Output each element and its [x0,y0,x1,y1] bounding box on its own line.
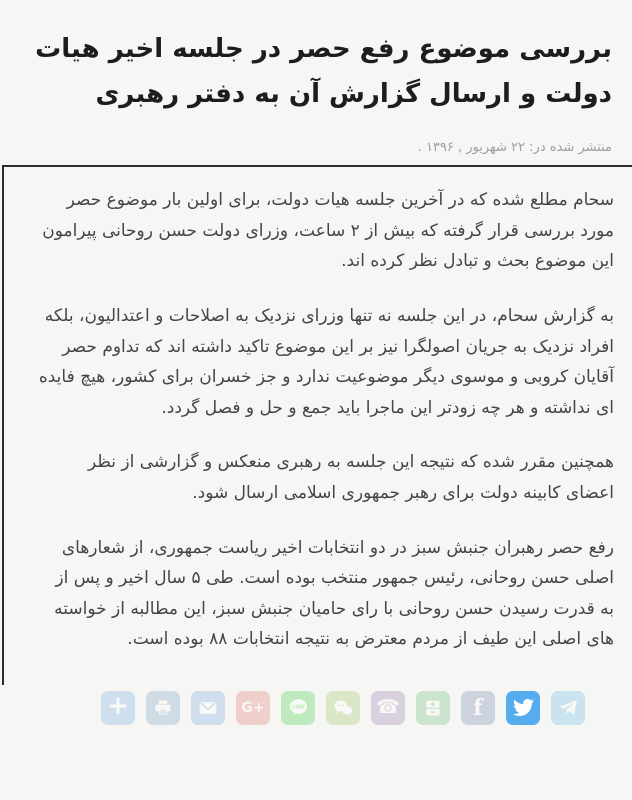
article-page [0,17,632,800]
article-paragraph: همچنین مقرر شده که نتیجه این جلسه به رهبری منعکس و گزارشی از نظر اعضای کابینه دولت برای رهبر جمهوری اسلامی ارسال شود. [87,452,614,503]
svg-text:LINE: LINE [291,704,305,711]
article-body [2,165,632,685]
share-facebook-button[interactable] [461,691,495,725]
paper-plane-icon [559,698,578,717]
plus-icon: + [107,691,129,722]
share-viber-button[interactable] [371,691,405,725]
article-title: بررسی موضوع رفع حصر در جلسه اخیر هیات دولت و ارسال گزارش آن به دفتر رهبری [35,34,612,110]
article-paragraph: به گزارش سحام، در این جلسه نه تنها وزرای نزدیک به اصلاحات و اعتدالیون، بلکه افراد نزدیک به جریان اصولگرا نیز بر این موضوع تاکید داشته اند که تداوم حصر آقایان کروبی و موسوی دیگر موضوعیت ندارد و جز خسران برای کشور، هیچ فایده ای نداشته و هر چه زودتر این ماجرا باید جمع و حل و فصل گردد. [38,306,614,418]
envelope-icon [198,698,218,718]
article-paragraph: سحام مطلع شده که در آخرین جلسه هیات دولت، برای اولین بار موضوع حصر مورد بررسی قرار گرفته که بیش از ۲ ساعت، وزرای دولت حسن روحانی پیرامون این موضوع بحث و تبادل نظر کرده اند. [42,190,614,272]
facebook-icon: f [473,694,483,721]
share-wechat-button[interactable] [326,691,360,725]
share-telegram-button[interactable] [551,691,585,725]
plusminus-icon [423,698,443,718]
article-paragraph: رفع حصر رهبران جنبش سبز در دو انتخابات اخیر ریاست جمهوری، از شعارهای اصلی حسن روحانی، رئیس جمهور منتخب بوده است. طی ۵ سال اخیر و پس از به قدرت رسیدن حسن روحانی با رای حامیان جنبش سبز، این مطالبه از خواسته های اصلی این طیف از مردم معترض به نتیجه انتخابات ۸۸ بوده است. [54,537,614,650]
googleplus-icon: G+ [241,699,265,716]
share-bar [0,691,585,725]
share-line-button[interactable] [281,691,315,725]
share-googleplus-button[interactable] [236,691,270,725]
line-icon [287,696,310,719]
share-addtoany-button[interactable] [101,691,135,725]
share-twitter-button[interactable] [506,691,540,725]
publish-date: منتشر شده در: ۲۲ شهریور , ۱۳۹۶ . [417,140,612,156]
printer-icon [153,698,173,718]
share-balatarin-button[interactable] [416,691,450,725]
share-email-button[interactable] [191,691,225,725]
wechat-icon [332,697,354,719]
twitter-bird-icon [513,697,534,718]
share-print-button[interactable] [146,691,180,725]
phone-icon: ☎ [376,696,400,719]
